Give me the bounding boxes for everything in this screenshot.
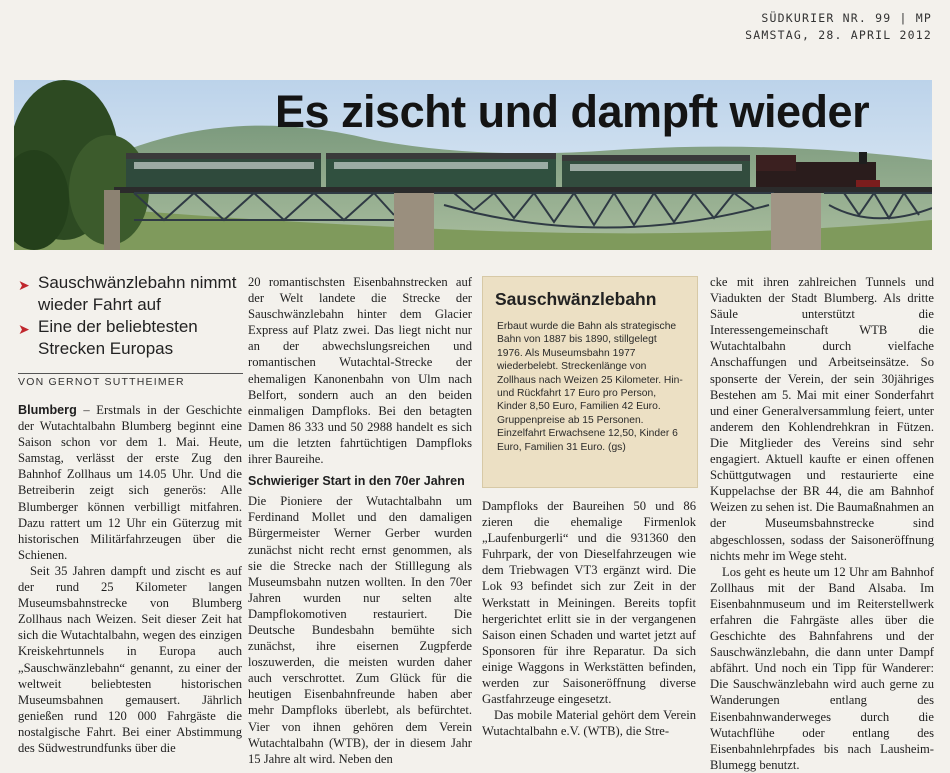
info-box-text: Erbaut wurde die Bahn als strategische Bahn von 1887 bis 1890, stillgelegt 1976. Als Museumsbahn 1977 wiederbelebt. Streckenlänge von Zollhaus nach Weizen 25 Kilometer. Hin- und Rückfahrt 17 Euro pro Person, Kinder 8,50 Euro, Familien 42 Euro. Gruppenpreise ab 15 Personen. Einzelfahrt Erwachsene 12,50, Kinder 6 Euro, Familien 31 Euro. (gs) [497,321,683,453]
arrow-icon: ➤ [18,321,30,337]
article-column-3 [482,498,696,739]
info-box [482,276,698,488]
article-paragraph: Los geht es heute um 12 Uhr am Bahnhof Zollhaus mit der Band Alsaba. Im Eisenbahnmuseum und im Reiterstellwerk erfahren die Fahrgäste alles über die Geschichte des Bahnfahrens und der Sauschwänzlebahn, die dann unter Dampf abfährt. Und noch ein Tipp für Wanderer: Die Sauschwänzlebahn wird auch gerne zu Wanderungen entlang des Eisenbahnwanderweges durch die Wutachflühe oder entlang des Eisenbahnlehrpfades bis nach Lausheim-Blumegg benutzt. [710,564,934,772]
article-paragraph: Die Pioniere der Wutachtalbahn um Ferdinand Mollet und den damaligen Bürgermeister Werner Gerber wurden zunächst nicht recht ernst genommen, als sie die Strecke nach der Stilllegung als Museumsbahn nutzen wollten. In den 70er Jahren wurden nur selten alte Dampflokomotiven restauriert. Die Deutsche Bundesbahn bemühte sich zunächst, ihre eisernen Zugpferde loszuwerden, die meisten wurden daher auch verschrottet. Zum Glück für die heutigen Eisenbahnfreunde haben aber mehr Dampfloks überlebt, als befürchtet. Vier von ihnen gehören dem Verein Wutachtalbahn (WTB), der in diesem Jahr 15 Jahre alt wird. Neben den [248,494,472,766]
dateline: Blumberg [18,403,77,417]
teaser-text: Sauschwänzlebahn nimmt wieder Fahrt auf [38,273,237,314]
byline: VON GERNOT SUTTHEIMER [18,373,243,388]
article-paragraph: Blumberg – Erstmals in der Geschichte der Wutachtalbahn Blumberg beginnt eine Saison schon vor dem 1. Mai. Heute, Samstag, verlässt der erste Zug den Bahnhof Zollhaus um 14.05 Uhr. Und die Betreiberin zeigt sich generös: Alle Blumberger können verbilligt mitfahren. Dazu rattert um 12 Uhr ein Güterzug mit historischen Militärfahrzeugen über die Schienen. [18,403,242,562]
masthead-date: SAMSTAG, 28. APRIL 2012 [745,28,932,42]
info-box-title: Sauschwänzlebahn [495,289,657,309]
teaser-text: Eine der beliebtesten Strecken Europas [38,317,198,358]
teaser-list [18,272,243,360]
masthead [745,10,932,44]
article-subhead: Schwieriger Start in den 70er Jahren [248,474,465,489]
article-column-1 [18,402,242,756]
viaduct-pillar [394,193,434,250]
article-paragraph: Seit 35 Jahren dampft und zischt es auf der rund 25 Kilometer langen Museumsbahnstrecke von Blumberg Zollhaus nach Weizen. Seit dieser Zeit hat sich die Wutachtalbahn, wegen des einzigen Kreiskehrtunnels in Europa auch „Sauschwänzlebahn“ genannt, zu einer der weltweit beliebtesten historischen Museumsbahnen gemausert. Jährlich genießen rund 120 000 Fahrgäste die nostalgische Fahrt. Bei einer Abstimmung des Südwestrundfunks über die [18,563,242,755]
article-paragraph: Das mobile Material gehört dem Verein Wutachtalbahn e.V. (WTB), die Stre- [482,708,696,739]
article-paragraph: Dampfloks der Baureihen 50 und 86 zieren die ehemalige Firmenlok „Laufenburgerli“ und die 931360 den Fuhrpark, der von Dieselfahrzeugen wie dem Triebwagen VT3 ergänzt wird. Die Lok 93 befindet sich zur Zeit in der Werkstatt in Meiningen. Bereits topfit hergerichtet erlitt sie in der vergangenen Saison einen Schaden und wartet jetzt auf Sponsoren für ihre Reparatur. Da sich einige Waggons in Werkstätten befinden, werden zur Saisoneröffnung diverse Gastfahrzeuge eingesetzt. [482,499,696,707]
article-column-4 [710,274,934,773]
article-paragraph: 20 romantischsten Eisenbahnstrecken auf der Welt landete die Strecke der Sauschwänzlebahn hinter dem Glacier Express auf Platz zwei. Das liegt nicht nur an der abwechslungsreichen und romantischen Wutachtal-Strecke der ehemaligen Kanonenbahn von Ulm nach Belfort, sondern auch an den beiden einmaligen Dampfloks. Bei den betagten Damen 86 333 und 50 2988 handelt es sich um die letzten fahrtüchtigen Dampfloks ihrer Baureihe. [248,275,472,467]
article-paragraph: cke mit ihren zahlreichen Tunnels und Viadukten der Stadt Blumberg. Als dritte Säule unterstützt die Interessengemeinschaft WTB die Wutachtalbahn durch vielfache Anschaffungen und Arbeitseinsätze. So sponserte der Verein, der sein 30jähriges Bestehen am 5. Mai mit einer Sonderfahrt und einer Generalversammlung feiert, unter anderem den Kohlendrehkran in Fützen. Die Mitglieder des Vereins sind sehr engagiert. Aktuell kaufte er einen offenen Schüttgutwagen und restaurierte eine Kuppelachse der BR 44, die am Bahnhof Weizen zu sehen ist. Die Baumaßnahmen an der Museumsbahnstrecke sind abgeschlossen, sodass der Saisoneröffnung nichts mehr im Wege steht. [710,275,934,563]
teaser-item [18,272,243,316]
headline: Es zischt und dampft wieder [275,86,870,137]
arrow-icon: ➤ [18,277,30,293]
masthead-issue: SÜDKURIER NR. 99 | MP [761,11,932,25]
train-cars [126,153,750,187]
viaduct-pillar [771,193,821,250]
teaser-item [18,316,243,360]
article-column-2 [248,274,472,767]
